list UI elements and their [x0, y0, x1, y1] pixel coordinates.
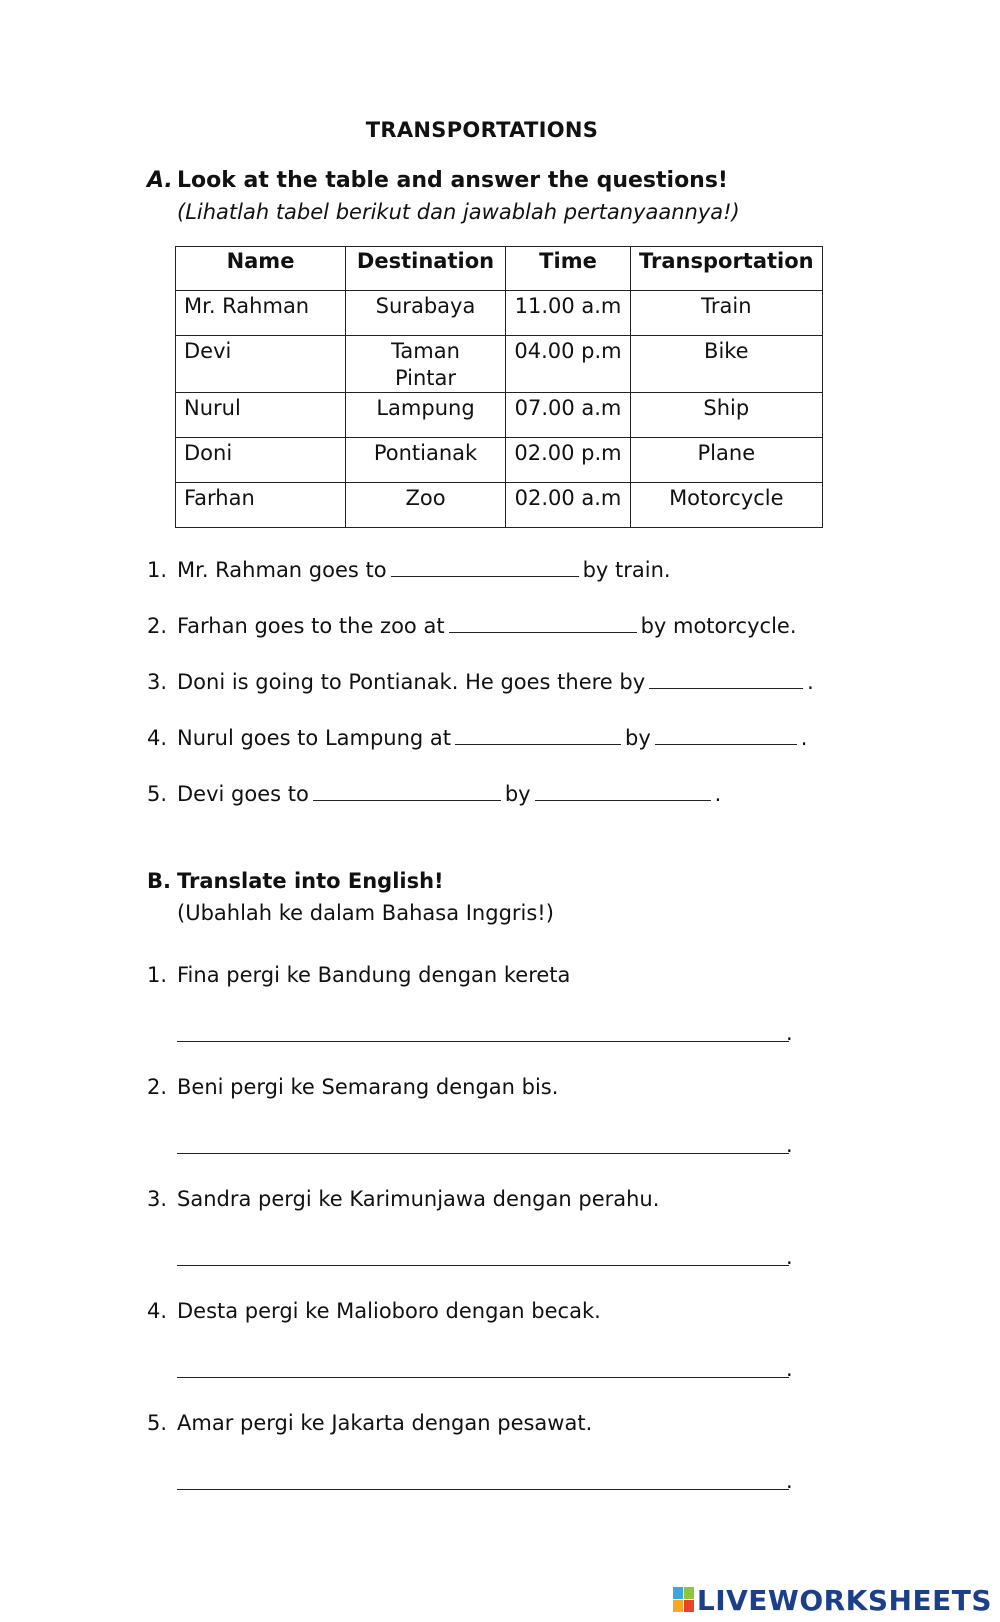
question-number: 2. [147, 614, 168, 638]
answer-blank[interactable] [455, 724, 621, 745]
question-a4 [147, 724, 807, 750]
header-transportation: Transportation [631, 247, 823, 291]
liveworksheets-logo[interactable] [673, 1584, 992, 1617]
cell-transportation: Ship [631, 393, 823, 438]
question-a3 [147, 668, 814, 694]
item-number: 4. [147, 1299, 168, 1323]
table-header-row [176, 247, 823, 291]
section-a-letter: A. [147, 168, 173, 193]
answer-line[interactable] [177, 1264, 789, 1266]
question-text: by [625, 726, 651, 750]
answer-line[interactable] [177, 1152, 789, 1154]
cell-transportation: Bike [631, 336, 823, 393]
cell-time: 02.00 a.m [506, 483, 631, 528]
question-text: . [714, 782, 722, 806]
table-row [176, 393, 823, 438]
answer-blank[interactable] [449, 612, 637, 633]
cell-destination: Surabaya [346, 291, 506, 336]
question-a2 [147, 612, 797, 638]
cell-time: 07.00 a.m [506, 393, 631, 438]
item-text: Amar pergi ke Jakarta dengan pesawat. [177, 1411, 593, 1435]
question-text: Mr. Rahman goes to [177, 558, 387, 582]
cell-name: Farhan [176, 483, 346, 528]
question-text: Doni is going to Pontianak. He goes there by [177, 670, 646, 694]
cell-transportation: Motorcycle [631, 483, 823, 528]
question-text: . [807, 670, 814, 694]
question-text: Nurul goes to Lampung at [177, 726, 452, 750]
item-text: Fina pergi ke Bandung dengan kereta [177, 963, 571, 987]
table-row [176, 336, 823, 393]
schedule-table [175, 246, 823, 528]
question-text: Devi goes to [177, 782, 309, 806]
section-a-subheading: (Lihatlah tabel berikut dan jawablah pertanyaannya!) [177, 200, 740, 224]
answer-blank[interactable] [391, 556, 579, 577]
section-b-letter: B. [147, 869, 171, 893]
translate-item [147, 1187, 659, 1211]
translate-item [147, 1411, 592, 1435]
cell-transportation: Train [631, 291, 823, 336]
table-row [176, 483, 823, 528]
item-text: Sandra pergi ke Karimunjawa dengan perahu. [177, 1187, 660, 1211]
cell-name: Mr. Rahman [176, 291, 346, 336]
translate-item [147, 963, 570, 987]
question-number: 3. [147, 670, 168, 694]
question-text: . [800, 726, 808, 750]
cell-destination: Zoo [346, 483, 506, 528]
question-number: 4. [147, 726, 168, 750]
question-a1 [147, 556, 671, 582]
line-end-period: . [786, 1021, 793, 1045]
cell-name: Devi [176, 336, 346, 393]
section-a-heading: Look at the table and answer the questions! [177, 168, 728, 193]
table-row [176, 291, 823, 336]
cell-destination: Taman Pintar [346, 336, 506, 393]
table-row [176, 438, 823, 483]
translate-item [147, 1299, 601, 1323]
answer-blank[interactable] [535, 780, 711, 801]
line-end-period: . [786, 1133, 793, 1157]
cell-destination: Lampung [346, 393, 506, 438]
item-number: 5. [147, 1411, 168, 1435]
section-b-heading: Translate into English! [177, 869, 444, 893]
answer-line[interactable] [177, 1040, 789, 1042]
answer-blank[interactable] [313, 780, 501, 801]
line-end-period: . [786, 1245, 793, 1269]
header-destination: Destination [346, 247, 506, 291]
section-b-subheading: (Ubahlah ke dalam Bahasa Inggris!) [177, 901, 554, 925]
header-name: Name [176, 247, 346, 291]
liveworksheets-logo-icon [673, 1587, 695, 1613]
cell-name: Nurul [176, 393, 346, 438]
translate-item [147, 1075, 558, 1099]
answer-line[interactable] [177, 1376, 789, 1378]
question-text: by [504, 782, 531, 806]
line-end-period: . [786, 1469, 793, 1493]
cell-name: Doni [176, 438, 346, 483]
cell-time: 02.00 p.m [506, 438, 631, 483]
line-end-period: . [786, 1357, 793, 1381]
item-number: 1. [147, 963, 168, 987]
question-number: 1. [147, 558, 168, 582]
answer-blank[interactable] [655, 724, 797, 745]
item-number: 3. [147, 1187, 168, 1211]
question-a5 [147, 780, 721, 806]
cell-time: 11.00 a.m [506, 291, 631, 336]
answer-blank[interactable] [649, 668, 803, 689]
cell-destination: Pontianak [346, 438, 506, 483]
cell-time: 04.00 p.m [506, 336, 631, 393]
question-text: by motorcycle. [640, 614, 797, 638]
answer-line[interactable] [177, 1488, 789, 1490]
question-text: Farhan goes to the zoo at [177, 614, 445, 638]
cell-transportation: Plane [631, 438, 823, 483]
item-number: 2. [147, 1075, 168, 1099]
logo-text: LIVEWORKSHEETS [696, 1584, 992, 1617]
page-title: TRANSPORTATIONS [365, 118, 599, 142]
question-number: 5. [147, 782, 168, 806]
item-text: Beni pergi ke Semarang dengan bis. [177, 1075, 559, 1099]
item-text: Desta pergi ke Malioboro dengan becak. [177, 1299, 601, 1323]
question-text: by train. [582, 558, 671, 582]
header-time: Time [506, 247, 631, 291]
